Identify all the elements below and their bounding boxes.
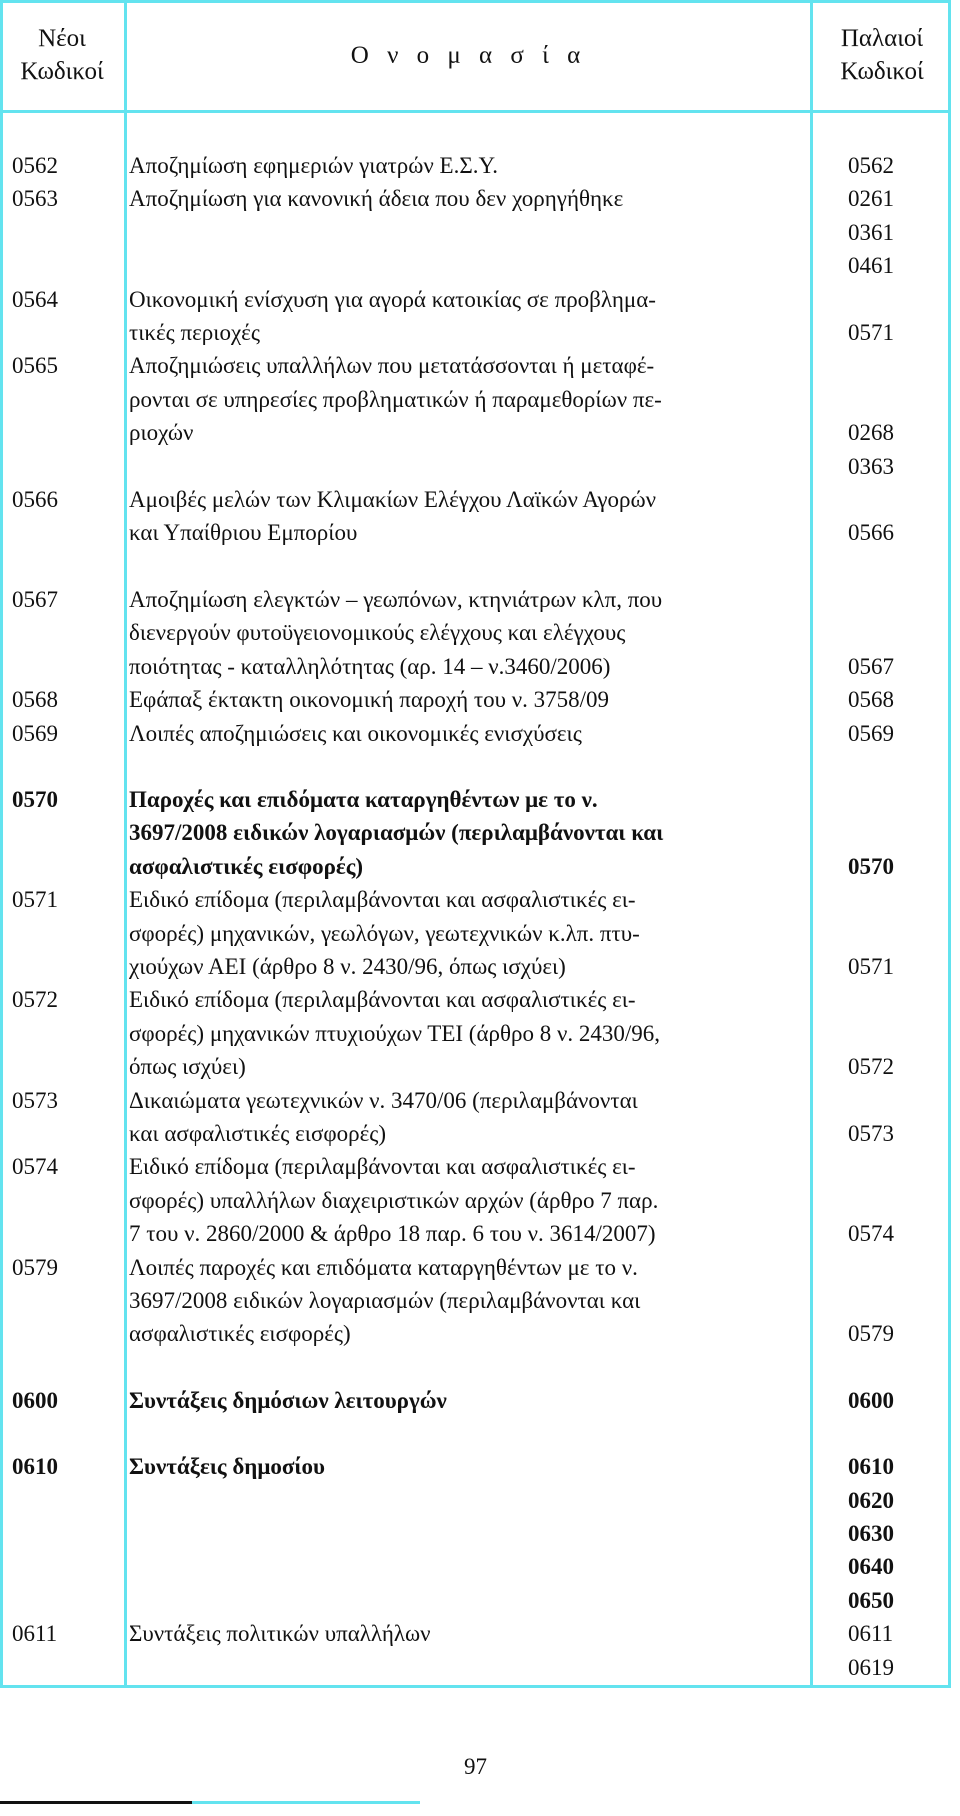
old-code xyxy=(848,483,951,516)
table-row xyxy=(0,182,951,282)
old-code xyxy=(848,383,951,416)
row-spacer xyxy=(0,1417,951,1450)
description-line: 7 του ν. 2860/2000 & άρθρο 18 παρ. 6 του ν. 3614/2007) xyxy=(129,1221,656,1247)
old-code: 0261 xyxy=(848,186,894,212)
new-code: 0579 xyxy=(12,1254,58,1280)
description-line: 3697/2008 ειδικών λογαριασμών (περιλαμβάνονται και xyxy=(129,820,664,846)
old-code xyxy=(848,583,951,616)
new-code: 0563 xyxy=(12,186,58,212)
old-codes xyxy=(810,1617,951,1684)
description-line: Λοιπές παροχές και επιδόματα καταργηθέντων με το ν. xyxy=(129,1254,638,1280)
old-code: 0566 xyxy=(848,520,894,546)
description-line: Συντάξεις δημοσίου xyxy=(129,1454,325,1480)
old-code: 0569 xyxy=(848,720,894,746)
old-code xyxy=(848,917,951,950)
old-code xyxy=(848,1184,951,1217)
old-code: 0650 xyxy=(848,1587,894,1613)
new-code: 0568 xyxy=(12,687,58,713)
old-code: 0562 xyxy=(848,153,894,178)
old-codes xyxy=(810,483,951,550)
table-row xyxy=(0,783,951,883)
description-line: 3697/2008 ειδικών λογαριασμών (περιλαμβάνονται και xyxy=(129,1288,641,1313)
old-code xyxy=(848,1084,951,1117)
row-spacer xyxy=(0,550,951,583)
description-line: ασφαλιστικές εισφορές) xyxy=(129,1321,351,1347)
new-code: 0571 xyxy=(12,887,58,913)
table-row xyxy=(0,483,951,550)
new-code: 0567 xyxy=(12,586,58,612)
table-row xyxy=(0,883,951,983)
description xyxy=(124,1251,810,1351)
old-code: 0619 xyxy=(848,1654,894,1680)
description-line: Συντάξεις πολιτικών υπαλλήλων xyxy=(129,1621,431,1647)
header-old-codes: Παλαιοί Κωδικοί xyxy=(840,25,924,85)
old-code xyxy=(848,349,951,382)
row-spacer xyxy=(0,1351,951,1384)
description-line: όπως ισχύει) xyxy=(129,1054,246,1080)
header-new-codes: Νέοι Κωδικοί xyxy=(20,25,104,85)
footer-rule-accent xyxy=(192,1801,420,1804)
old-code: 0572 xyxy=(848,1054,894,1080)
new-code: 0572 xyxy=(12,987,58,1013)
description-line: τικές περιοχές xyxy=(129,320,260,346)
old-code: 0620 xyxy=(848,1487,894,1513)
new-code: 0562 xyxy=(12,153,58,178)
new-code: 0565 xyxy=(12,353,58,379)
description xyxy=(124,1084,810,1151)
old-code: 0640 xyxy=(848,1554,894,1580)
table-row xyxy=(0,1384,951,1417)
old-codes xyxy=(810,783,951,883)
description-line: Αποζημίωση για κανονική άδεια που δεν χορηγήθηκε xyxy=(129,186,624,212)
new-code: 0564 xyxy=(12,286,58,312)
table-row xyxy=(0,1617,951,1684)
old-code xyxy=(848,1150,951,1183)
old-code: 0268 xyxy=(848,420,894,446)
description xyxy=(124,983,810,1083)
old-codes xyxy=(810,583,951,683)
header-divider xyxy=(0,110,951,113)
description xyxy=(124,783,810,883)
old-codes xyxy=(810,683,951,716)
description-line: Ειδικό επίδομα (περιλαμβάνονται και ασφαλιστικές ει- xyxy=(129,887,636,913)
table-row xyxy=(0,149,951,182)
old-code: 0363 xyxy=(848,453,894,479)
description xyxy=(124,717,810,750)
description xyxy=(124,182,810,282)
description-line: Δικαιώματα γεωτεχνικών ν. 3470/06 (περιλαμβάνονται xyxy=(129,1087,638,1113)
description-line: Ειδικό επίδομα (περιλαμβάνονται και ασφαλιστικές ει- xyxy=(129,987,636,1013)
old-code xyxy=(848,783,951,816)
description-line: Αποζημιώσεις υπαλλήλων που μετατάσσονται ή μεταφέ- xyxy=(129,353,655,379)
description-line: Ειδικό επίδομα (περιλαμβάνονται και ασφαλιστικές ει- xyxy=(129,1154,636,1180)
table-row xyxy=(0,717,951,750)
old-codes xyxy=(810,182,951,282)
description xyxy=(124,883,810,983)
description xyxy=(124,283,810,350)
table-row xyxy=(0,1251,951,1351)
description-line: Παροχές και επιδόματα καταργηθέντων με το ν. xyxy=(129,786,598,812)
description-line: σφορές) μηχανικών πτυχιούχων ΤΕΙ (άρθρο 8 ν. 2430/96, xyxy=(129,1020,661,1046)
old-code: 0574 xyxy=(848,1221,894,1247)
description-line: διενεργούν φυτοϋγειονομικούς ελέγχους και ελέγχους xyxy=(129,620,626,646)
description xyxy=(124,683,810,716)
description xyxy=(124,1450,810,1617)
old-code xyxy=(848,983,951,1016)
old-code xyxy=(848,616,951,649)
table-row xyxy=(0,983,951,1083)
old-code: 0461 xyxy=(848,253,894,279)
old-code: 0610 xyxy=(848,1454,894,1480)
old-codes xyxy=(810,349,951,483)
old-code xyxy=(848,816,951,849)
old-codes xyxy=(810,1384,951,1417)
table-row xyxy=(0,683,951,716)
new-code: 0600 xyxy=(12,1387,58,1413)
description xyxy=(124,1617,810,1684)
page-number: 97 xyxy=(464,1754,487,1779)
old-code xyxy=(848,1251,951,1284)
old-code: 0568 xyxy=(848,687,894,713)
description-line: Εφάπαξ έκτακτη οικονομική παροχή του ν. 3758/09 xyxy=(129,687,610,713)
table-row xyxy=(0,583,951,683)
old-code: 0570 xyxy=(848,853,894,879)
description-line: και Υπαίθριου Εμπορίου xyxy=(129,520,358,546)
table-body xyxy=(0,149,951,1684)
description-line: Αποζημίωση εφημεριών γιατρών Ε.Σ.Υ. xyxy=(129,153,498,178)
old-codes xyxy=(810,1150,951,1250)
old-code: 0573 xyxy=(848,1120,894,1146)
new-code: 0570 xyxy=(12,786,58,812)
old-codes xyxy=(810,1450,951,1617)
table-row xyxy=(0,1450,951,1617)
new-code: 0610 xyxy=(12,1454,58,1480)
old-code: 0579 xyxy=(848,1321,894,1347)
old-codes xyxy=(810,1251,951,1351)
old-code: 0361 xyxy=(848,219,894,245)
old-codes xyxy=(810,149,951,182)
table-row xyxy=(0,283,951,350)
old-code: 0571 xyxy=(848,953,894,979)
table-row xyxy=(0,1084,951,1151)
old-codes xyxy=(810,1084,951,1151)
description xyxy=(124,483,810,550)
row-spacer xyxy=(0,750,951,783)
header-name: Ο ν ο μ α σ ί α xyxy=(350,41,587,69)
description xyxy=(124,349,810,483)
old-code: 0630 xyxy=(848,1521,894,1547)
description-line: Οικονομική ενίσχυση για αγορά κατοικίας σε προβλημα- xyxy=(129,286,656,312)
old-code: 0571 xyxy=(848,320,894,346)
description xyxy=(124,1150,810,1250)
new-code: 0569 xyxy=(12,720,58,746)
old-code xyxy=(848,283,951,316)
old-code: 0567 xyxy=(848,653,894,679)
old-code xyxy=(848,1284,951,1317)
old-codes xyxy=(810,883,951,983)
description xyxy=(124,583,810,683)
description-line: ασφαλιστικές εισφορές) xyxy=(129,853,364,879)
old-code: 0600 xyxy=(848,1387,894,1413)
old-codes xyxy=(810,717,951,750)
description-line: ριοχών xyxy=(129,420,194,446)
description-line: σφορές) μηχανικών, γεωλόγων, γεωτεχνικών κ.λπ. πτυ- xyxy=(129,920,640,946)
old-codes xyxy=(810,283,951,350)
old-codes xyxy=(810,983,951,1083)
description xyxy=(124,149,810,182)
description-line: ρονται σε υπηρεσίες προβληματικών ή παραμεθορίων πε- xyxy=(129,386,662,412)
new-code: 0611 xyxy=(12,1621,58,1647)
table-row xyxy=(0,1150,951,1250)
description-line: Συντάξεις δημόσιων λειτουργών xyxy=(129,1387,447,1413)
description-line: Αμοιβές μελών των Κλιμακίων Ελέγχου Λαϊκών Αγορών xyxy=(129,487,657,513)
description-line: ποιότητας - καταλληλότητας (αρ. 14 – ν.3460/2006) xyxy=(129,653,611,679)
description-line: χιούχων ΑΕΙ (άρθρο 8 ν. 2430/96, όπως ισχύει) xyxy=(129,953,566,979)
description-line: σφορές) υπαλλήλων διαχειριστικών αρχών (άρθρο 7 παρ. xyxy=(129,1187,659,1213)
description-line: Λοιπές αποζημιώσεις και οικονομικές ενισχύσεις xyxy=(129,720,582,746)
table-row xyxy=(0,349,951,483)
description-line: Αποζημίωση ελεγκτών – γεωπόνων, κτηνιάτρων κλπ, που xyxy=(129,586,663,612)
description xyxy=(124,1384,810,1417)
old-code xyxy=(848,1017,951,1050)
new-code: 0574 xyxy=(12,1154,58,1180)
old-code xyxy=(848,883,951,916)
new-code: 0573 xyxy=(12,1087,58,1113)
description-line: και ασφαλιστικές εισφορές) xyxy=(129,1120,387,1146)
footer-rule xyxy=(0,1801,192,1804)
old-code: 0611 xyxy=(848,1621,894,1647)
new-code: 0566 xyxy=(12,487,58,513)
